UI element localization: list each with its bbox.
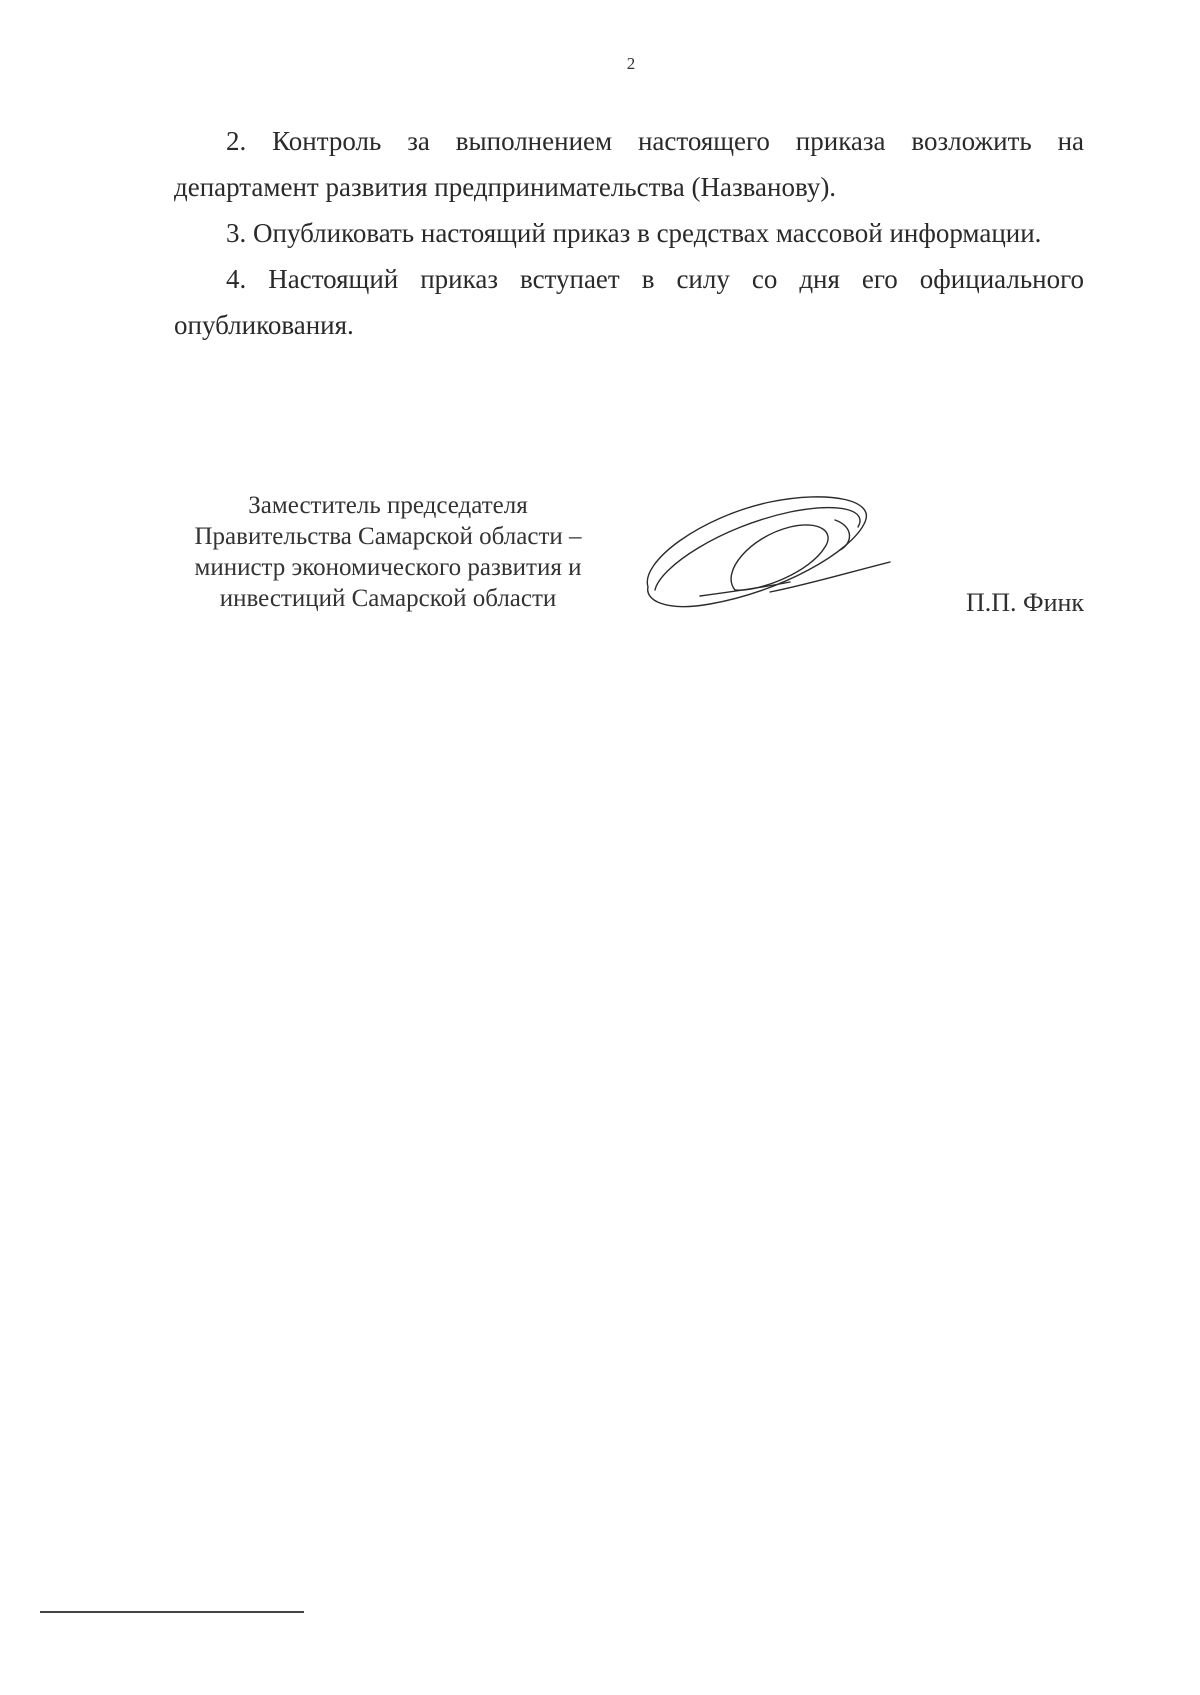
document-body (174, 118, 1084, 348)
paragraph-3: 3. Опубликовать настоящий приказ в средствах массовой информации. (226, 218, 1042, 248)
paragraph-2: 2. Контроль за выполнением настоящего приказа возложить на департамент развития предпринимательства (Названову). (174, 126, 1084, 202)
signatory-position (168, 490, 608, 614)
signatory-position-line: Заместитель председателя (248, 492, 528, 519)
signatory-position-line: министр экономического развития и (194, 554, 582, 581)
page-number: 2 (626, 54, 636, 73)
signatory-position-line: инвестиций Самарской области (219, 585, 557, 612)
paragraph-4: 4. Настоящий приказ вступает в силу со дня его официального опубликования. (174, 264, 1084, 340)
signer-name: П.П. Финк (966, 588, 1085, 617)
signatory-position-line: Правительства Самарской области – (194, 523, 582, 550)
footnote-divider (40, 1611, 304, 1613)
handwritten-signature (640, 492, 900, 622)
